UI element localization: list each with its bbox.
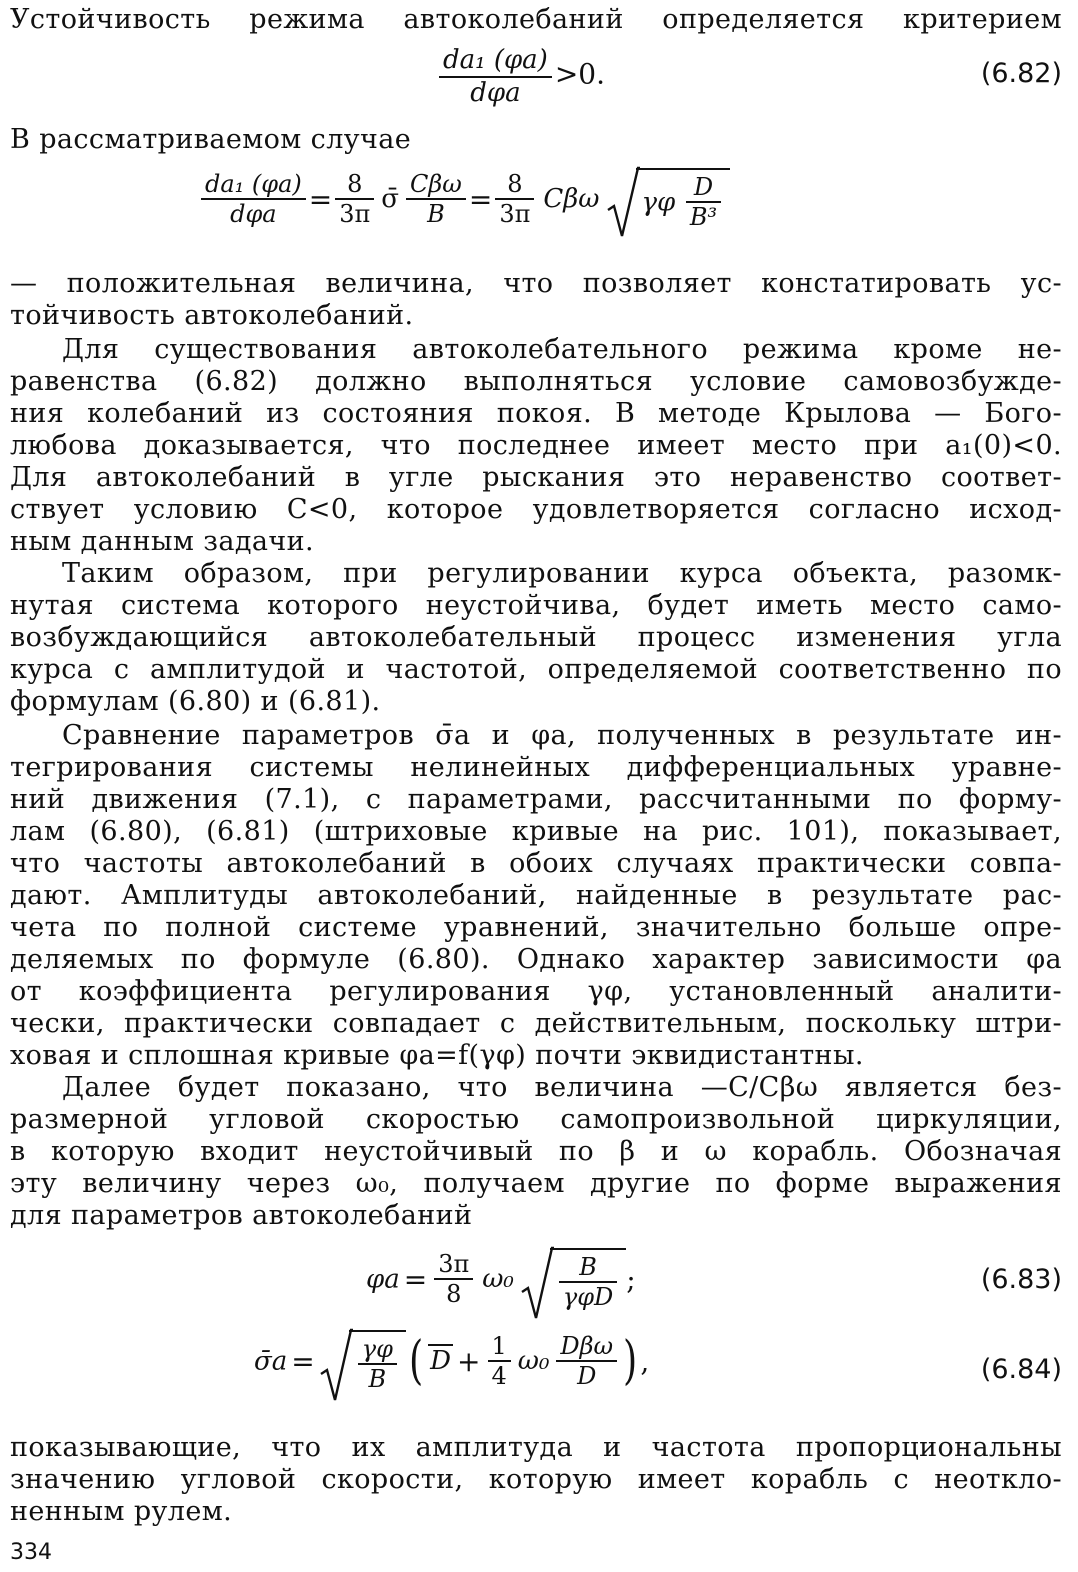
equation-6-82	[436, 46, 605, 107]
text-line: что частоты автоколебаний в обоих случаях практически совпа-	[10, 848, 1062, 879]
relation: >0.	[554, 57, 606, 91]
equation-6-84: σ̄a = $\frac{\gamma\varphi}{B}$ ( D + $\frac{1}{4}$ ω₀ $\frac{\text{Dβω}}{D}$ ) ,	[254, 1330, 649, 1393]
text-line: показывающие, что их амплитуда и частота пропорциональны	[10, 1432, 1062, 1463]
text-line: ния колебаний из состояния покоя. В методе Крылова — Бого-	[10, 398, 1062, 429]
equation-6-83: φa = $\frac{3\pi}{8}$ ω₀ $\frac{B}{\text{γφD}}$ ;	[366, 1248, 636, 1311]
text-line: от коэффициента регулирования γφ, установленный аналити-	[10, 976, 1062, 1007]
text-line: размерной угловой скоростью самопроизвольной циркуляции,	[10, 1104, 1062, 1135]
text-line: для параметров автоколебаний	[10, 1200, 473, 1231]
text-line: ствует условию C<0, которое удовлетворяется согласно исход-	[10, 494, 1062, 525]
text-line: Устойчивость режима автоколебаний определяется критерием	[10, 4, 1062, 35]
text-line: тойчивость автоколебаний.	[10, 300, 414, 331]
radical-sign	[606, 166, 640, 238]
text-line: лам (6.80), (6.81) (штриховые кривые на рис. 101), показывает,	[10, 816, 1062, 847]
radical: $\frac{B}{\text{γφD}}$	[520, 1248, 626, 1311]
text-line: Для автоколебаний в угле рыскания это неравенство соответ-	[10, 462, 1062, 493]
radical: γφ $\frac{D}{\text{B³}}$	[606, 168, 731, 231]
radical-sign	[319, 1328, 353, 1402]
text-line: в которую входит неустойчивый по β и ω корабль. Обозначая	[10, 1136, 1062, 1167]
text-line: возбуждающийся автоколебательный процесс изменения угла	[10, 622, 1062, 653]
text-line: тегрирования системы нелинейных дифференциальных уравне-	[10, 752, 1062, 783]
equation-number: (6.83)	[980, 1264, 1062, 1295]
text-line: Далее будет показано, что величина —C/Cβω является без-	[62, 1072, 1062, 1103]
text-line: ний движения (7.1), с параметрами, рассчитанными по форму-	[10, 784, 1062, 815]
text-line: Сравнение параметров σ̄a и φa, полученных в результате ин-	[62, 720, 1062, 751]
text-line: деляемых по формуле (6.80). Однако характер зависимости φa	[10, 944, 1062, 975]
text-line: Таким образом, при регулировании курса объекта, разомк-	[62, 558, 1062, 589]
text-line: равенства (6.82) должно выполняться условие самовозбужде-	[10, 366, 1062, 397]
radical-sign	[520, 1246, 554, 1320]
text-line: курса с амплитудой и частотой, определяемой соответственно по	[10, 654, 1062, 685]
equation-number: (6.84)	[980, 1354, 1062, 1385]
equation-derivative: $\frac{\text{da₁ (φa)}}{\text{dφa}}$ = $\frac{8}{3\pi}$ σ̄ $\frac{\text{Cβω}}{B}$ = $\frac{8}{3\pi}$ Cβω γφ $\frac{D}{\text{B³}}$	[198, 168, 730, 231]
text-line: значению угловой скорости, которую имеет корабль с неоткло-	[10, 1464, 1062, 1495]
equation-number: (6.82)	[980, 58, 1062, 89]
text-line: чета по полной системе уравнений, значительно больше опре-	[10, 912, 1062, 943]
text-line: любова доказывается, что последнее имеет место при a₁(0)<0.	[10, 430, 1062, 461]
text-line: ным данным задачи.	[10, 526, 315, 557]
sqrt-d: D	[430, 1346, 452, 1377]
text-line: формулам (6.80) и (6.81).	[10, 686, 381, 717]
text-line: Для существования автоколебательного режима кроме не-	[62, 334, 1062, 365]
text-line: ховая и сплошная кривые φa=f(γφ) почти эквидистантны.	[10, 1040, 864, 1071]
text-line: ненным рулем.	[10, 1496, 233, 1527]
radical: $\frac{\gamma\varphi}{B}$	[319, 1330, 406, 1393]
text-line: — положительная величина, что позволяет констатировать ус-	[10, 268, 1062, 299]
page-number: 334	[10, 1540, 52, 1565]
text-line: дают. Амплитуды автоколебаний, найденные в результате рас-	[10, 880, 1062, 911]
text-line: В рассматриваемом случае	[10, 124, 412, 155]
text-line: эту величину через ω₀, получаем другие по форме выражения	[10, 1168, 1062, 1199]
left-paren: (	[408, 1331, 424, 1392]
text-line: чески, практически совпадает с действительным, поскольку штри-	[10, 1008, 1062, 1039]
text-line: нутая система которого неустойчива, будет иметь место само-	[10, 590, 1062, 621]
right-paren: )	[623, 1331, 638, 1392]
fraction: $\frac{\text{da₁ (φa)}}{\text{dφa}}$	[439, 46, 552, 107]
